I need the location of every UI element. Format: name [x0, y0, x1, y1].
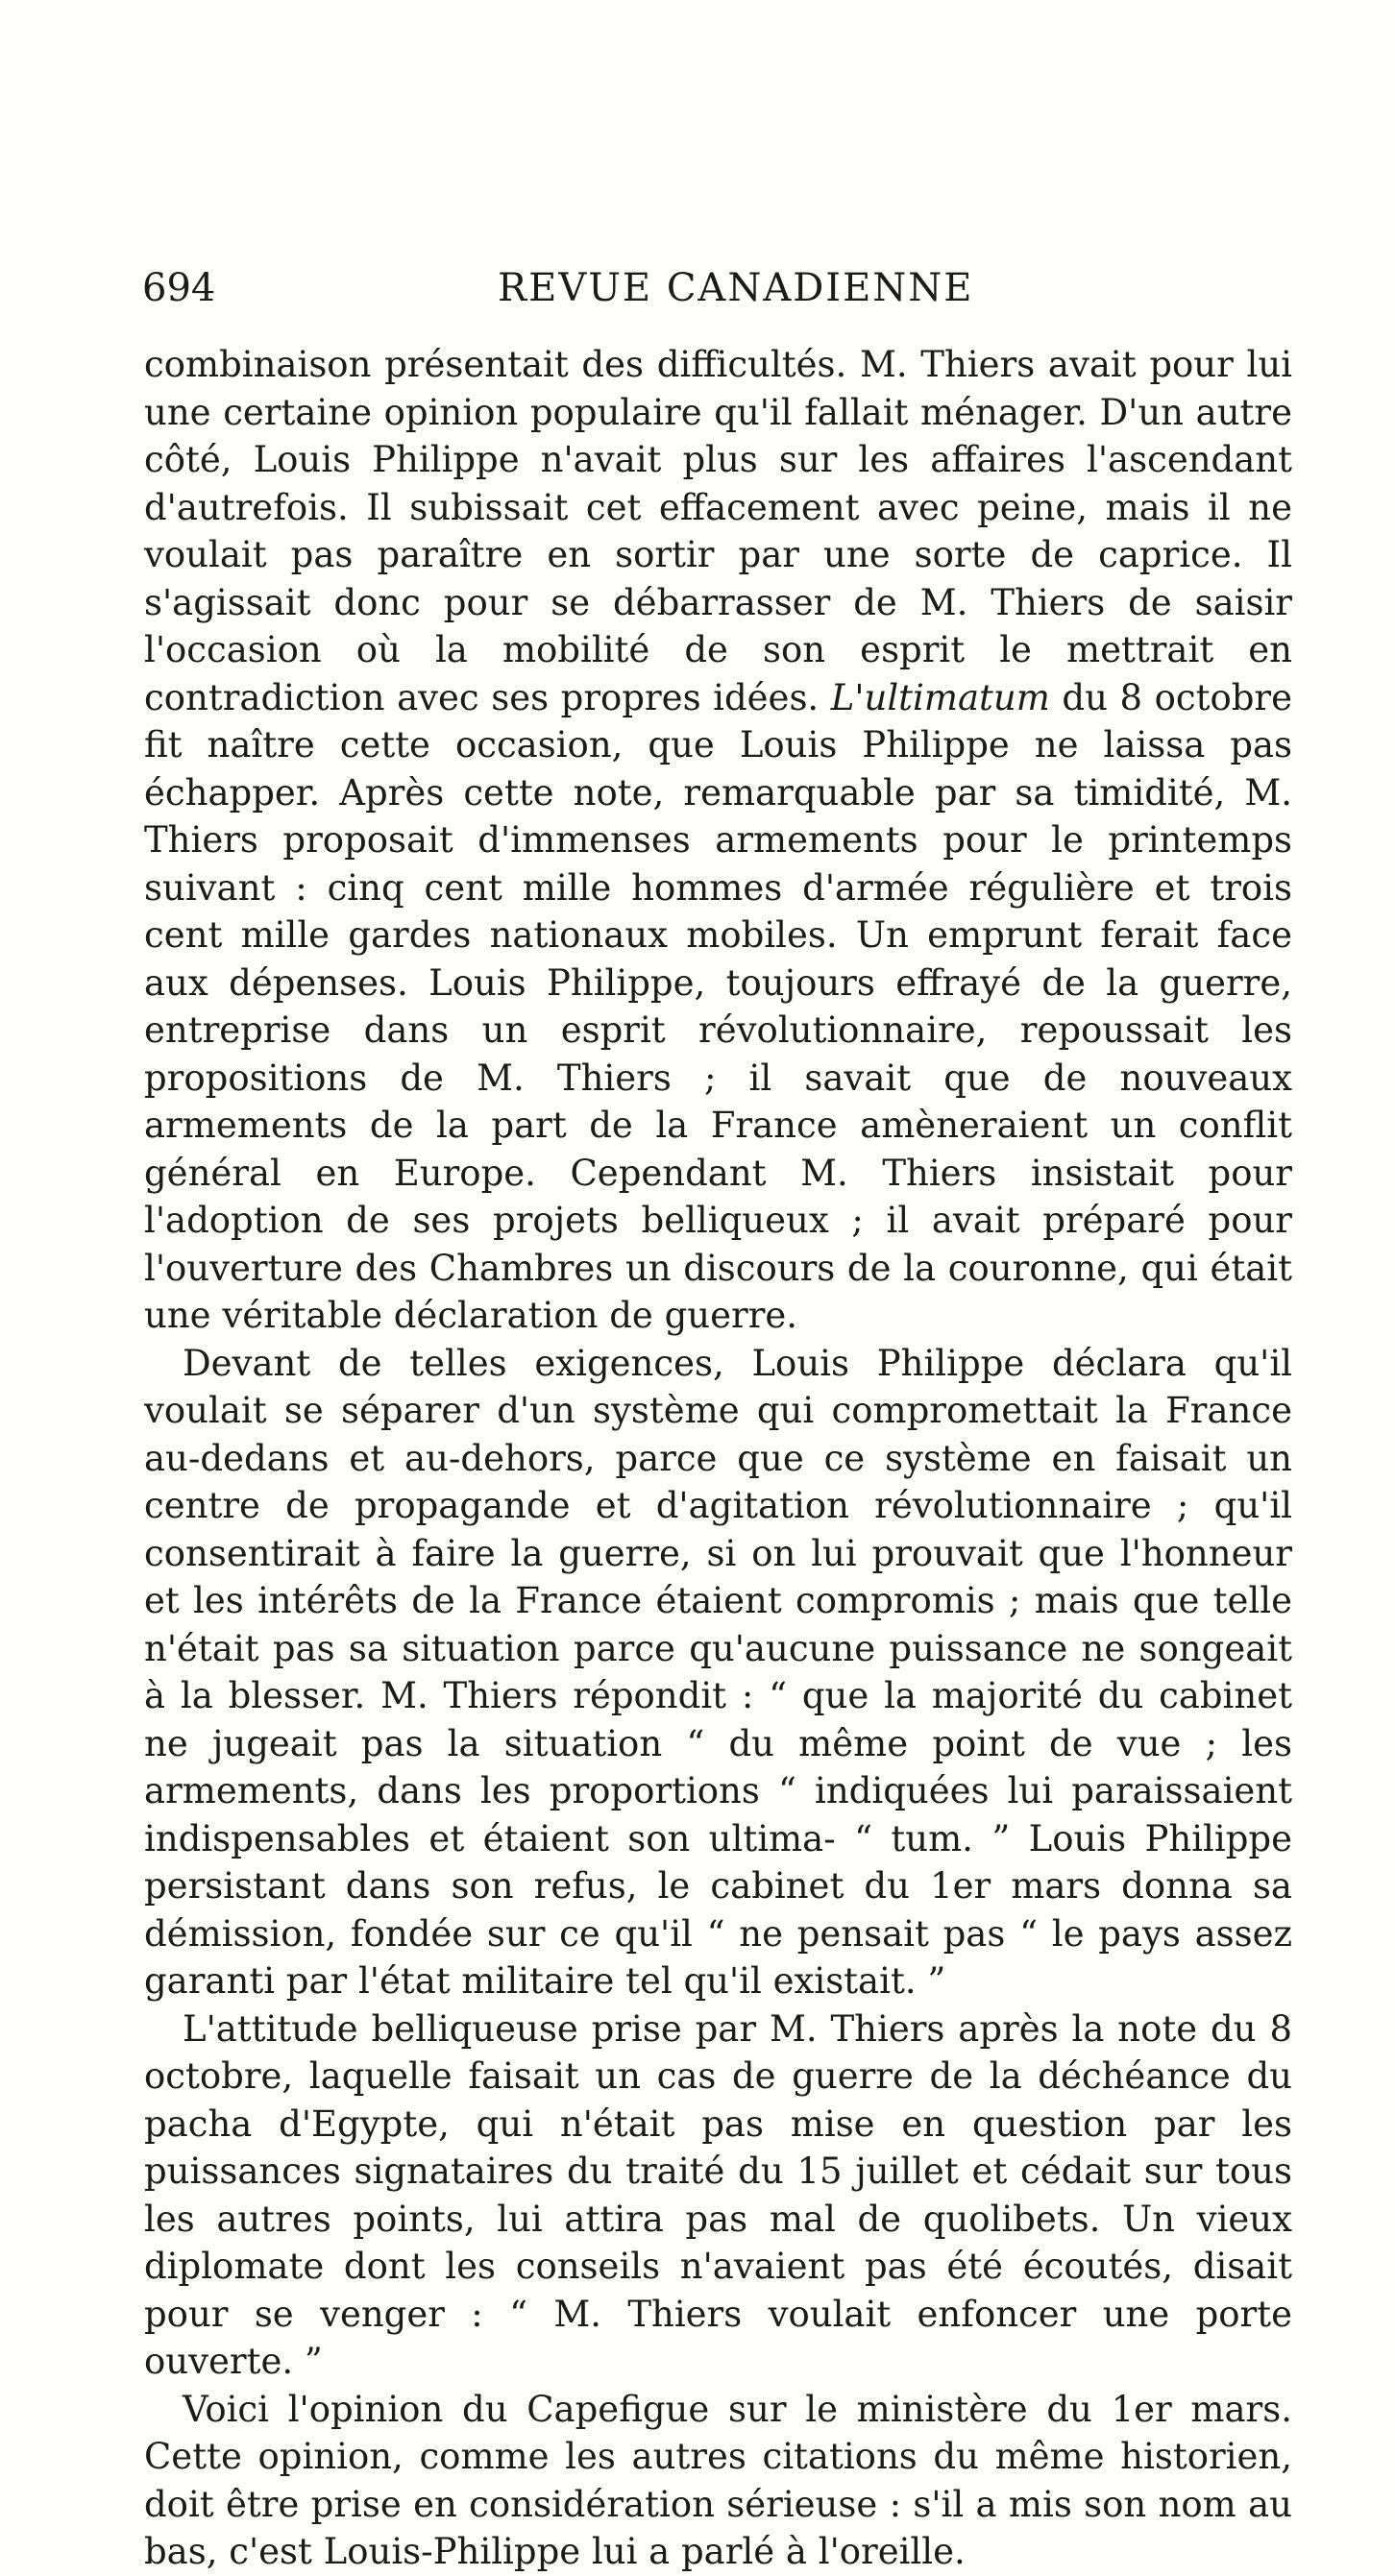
paragraph-1-continuation: du 8 octobre fit naître cette occasion, que Louis Philippe ne laissa pas échapper. Après cette note, remarquable par sa timidité, M. Thiers proposait d'immenses armements pour le printemps suivant : cinq cent mille hommes d'armée régulière et trois cent mille gardes nationaux mobiles. Un emprunt ferait face aux dépenses. Louis Philippe, toujours effrayé de la guerre, entreprise dans un esprit révolutionnaire, repoussait les propositions de M. Thiers ; il savait que de nouveaux armements de la part de la France amèneraient un conflit général en Europe. Cependant M. Thiers insistait pour l'adoption de ses projets belliqueux ; il avait préparé pour l'ouverture des Chambres un discours de la couronne, qui était une véritable déclaration de guerre.: [144, 676, 1293, 1336]
paragraph-1-text: combinaison présentait des difficultés. M. Thiers avait pour lui une certaine opinion populaire qu'il fallait ménager. D'un autre côté, Louis Philippe n'avait plus sur les affaires l'ascendant d'autrefois. Il subissait cet effacement avec peine, mais il ne voulait pas paraître en sortir par une sorte de caprice. Il s'agissait donc pour se débarrasser de M. Thiers de saisir l'occasion où la mobilité de son esprit le mettrait en contradiction avec ses propres idées.: [144, 344, 1292, 718]
body-text: [144, 341, 1292, 2576]
page-number: 694: [142, 266, 216, 310]
running-title: REVUE CANADIENNE: [498, 266, 974, 310]
paragraph-4: Voici l'opinion du Capefigue sur le ministère du 1er mars. Cette opinion, comme les autres citations du même historien, doit être prise en considération sérieuse : s'il a mis son nom au bas, c'est Louis-Philippe lui a parlé à l'oreille.: [144, 2388, 1292, 2572]
page-header: [142, 264, 1295, 312]
paragraph-3: L'attitude belliqueuse prise par M. Thiers après la note du 8 octobre, laquelle faisait un cas de guerre de la déchéance du pacha d'Egypte, qui n'était pas mise en question par les puissances signataires du traité du 15 juillet et cédait sur tous les autres points, lui attira pas mal de quolibets. Un vieux diplomate dont les conseils n'avaient pas été écoutés, disait pour se venger : “ M. Thiers voulait enfoncer une porte ouverte. ”: [144, 2007, 1292, 2382]
paragraph-2: Devant de telles exigences, Louis Philippe déclara qu'il voulait se séparer d'un système qui compromettait la France au-dedans et au-dehors, parce que ce système en faisait un centre de propagande et d'agitation révolutionnaire ; qu'il consentirait à faire la guerre, si on lui prouvait que l'honneur et les intérêts de la France étaient compromis ; mais que telle n'était pas sa situation parce qu'aucune puissance ne songeait à la blesser. M. Thiers répondit : “ que la majorité du cabinet ne jugeait pas la situation “ du même point de vue ; les armements, dans les proportions “ indiquées lui paraissaient indispensables et étaient son ultima- “ tum. ” Louis Philippe persistant dans son refus, le cabinet du 1er mars donna sa démission, fondée sur ce qu'il “ ne pensait pas “ le pays assez garanti par l'état militaire tel qu'il existait. ”: [144, 1342, 1292, 2002]
italic-term: L'ultimatum: [830, 676, 1050, 718]
paragraph-1: [144, 341, 1292, 1340]
